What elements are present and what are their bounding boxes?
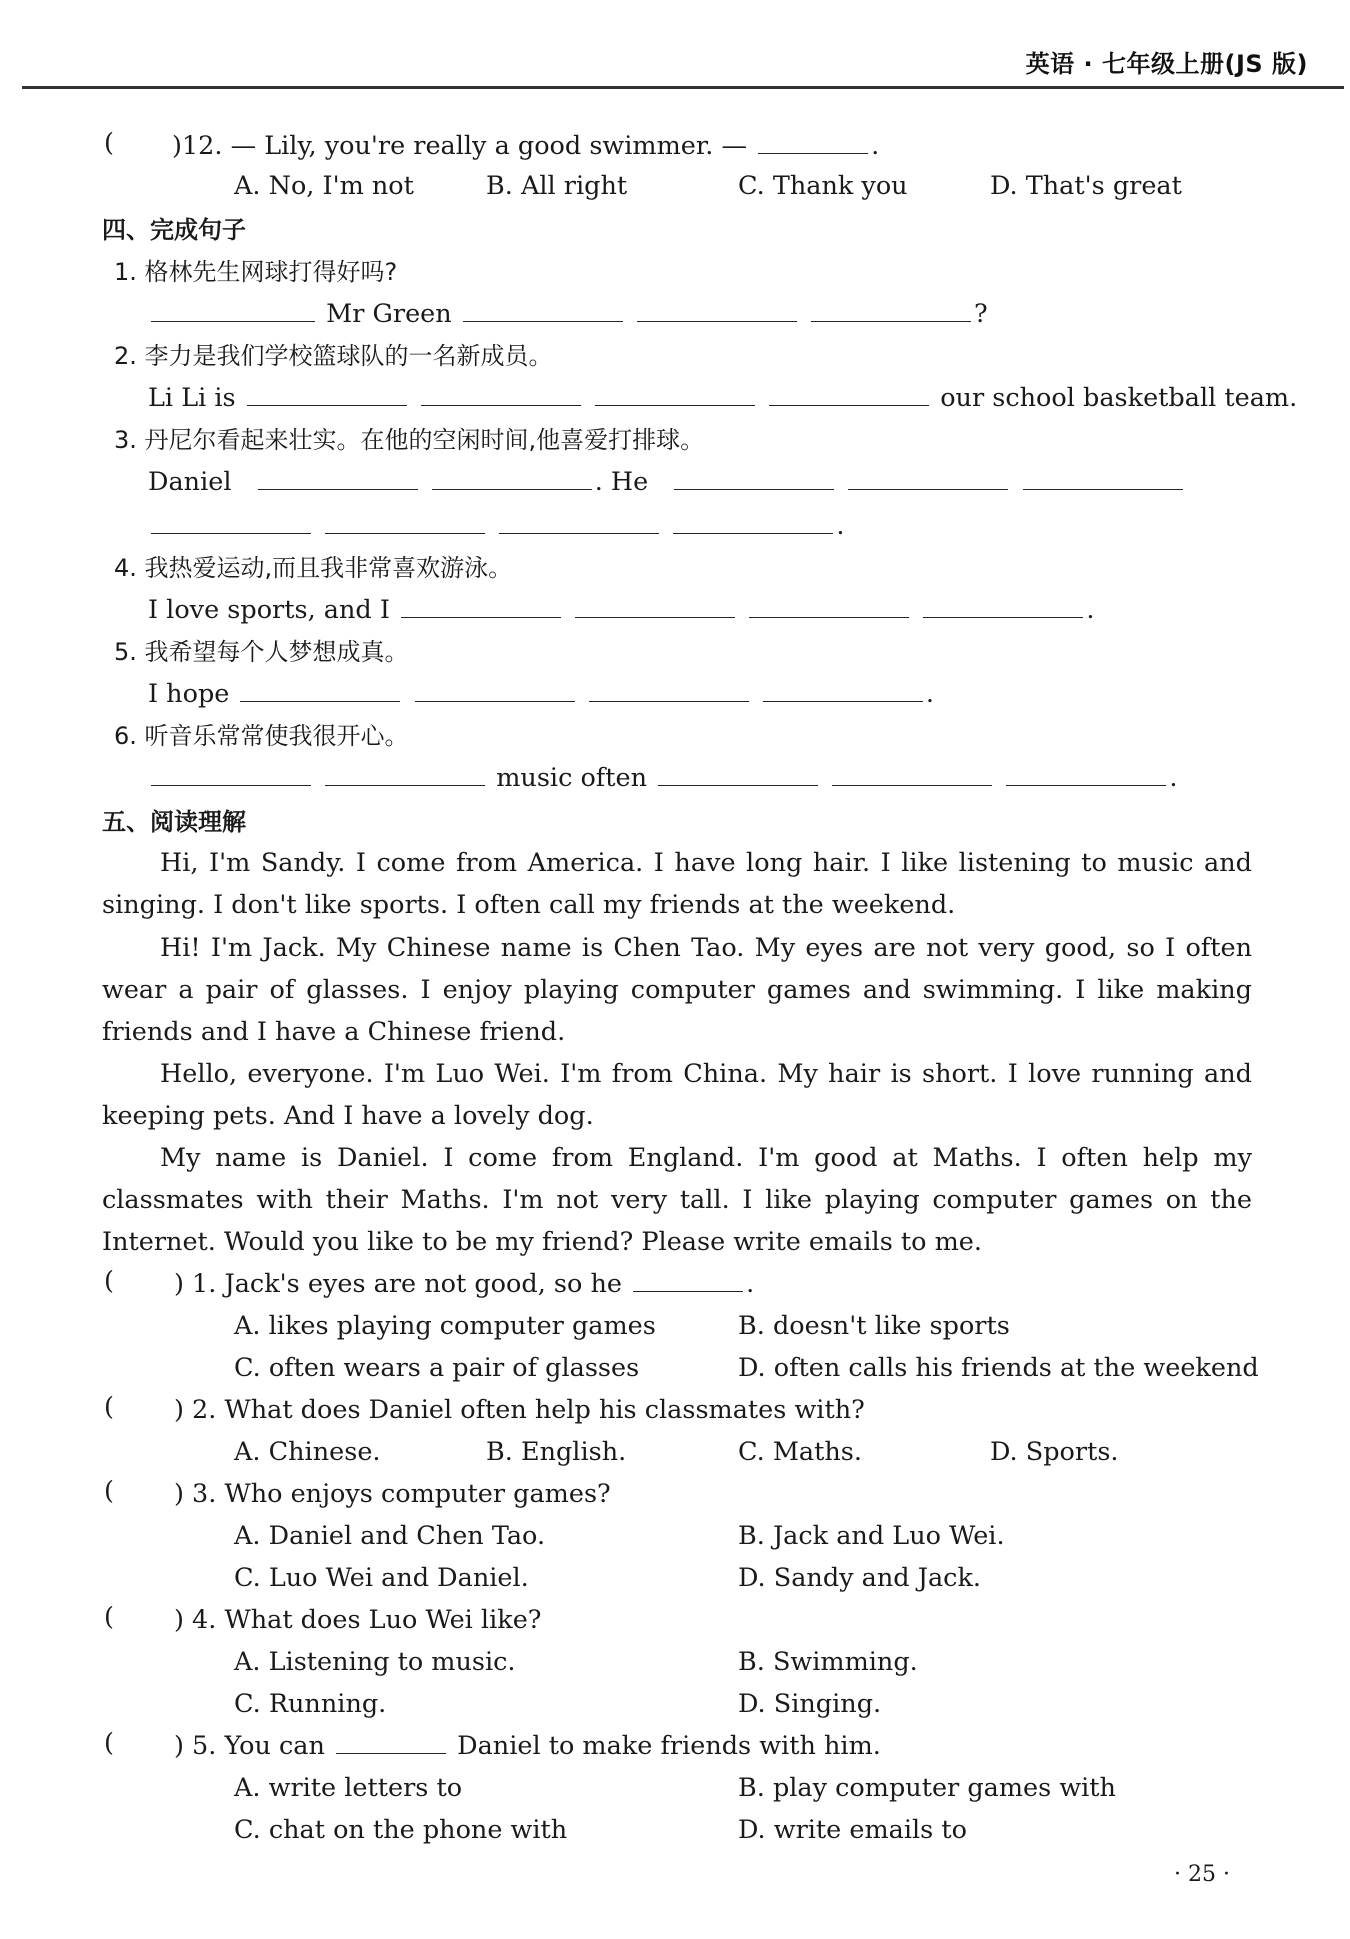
punctuation: . [871, 131, 880, 161]
answer-blank[interactable] [595, 381, 755, 406]
answer-blank[interactable] [432, 465, 592, 490]
option: D. That's great [990, 171, 1182, 201]
answer-blank[interactable] [758, 129, 868, 154]
option: B. All right [486, 171, 628, 201]
sentence-answer-line [148, 592, 1094, 628]
option: A. Chinese. [234, 1437, 381, 1467]
punctuation: . [925, 679, 934, 709]
answer-blank[interactable] [575, 593, 735, 618]
answer-blank[interactable] [1023, 465, 1183, 490]
sentence-answer-line [148, 380, 1297, 416]
answer-blank[interactable] [463, 297, 623, 322]
answer-blank[interactable] [848, 465, 1008, 490]
option: A. Daniel and Chen Tao. [234, 1521, 546, 1551]
option: C. Thank you [738, 171, 908, 201]
option: B. doesn't like sports [738, 1311, 1010, 1341]
answer-blank[interactable] [240, 677, 400, 702]
answer-blank[interactable] [811, 297, 971, 322]
option: B. Jack and Luo Wei. [738, 1521, 1005, 1551]
option: B. English. [486, 1437, 627, 1467]
sentence-answer-line [148, 760, 1177, 796]
reading-paragraph: Hi! I'm Jack. My Chinese name is Chen Tao. My eyes are not very good, so I often wear a pair of glasses. I enjoy playing computer games and swimming. I like making friends and I have a Chinese friend. [102, 933, 1252, 1048]
option: D. Sandy and Jack. [738, 1563, 981, 1593]
option: C. often wears a pair of glasses [234, 1353, 640, 1383]
header-title: 英语 · 七年级上册(JS 版) [1025, 50, 1308, 78]
sentence-text: music often [496, 763, 648, 793]
question-12 [172, 128, 879, 164]
answer-blank[interactable] [151, 509, 311, 534]
answer-blank[interactable] [401, 593, 561, 618]
section-title: 五、阅读理解 [102, 808, 246, 836]
answer-blank[interactable] [923, 593, 1083, 618]
answer-blank[interactable] [673, 509, 833, 534]
answer-blank[interactable] [151, 297, 315, 322]
answer-bracket: ( [104, 1728, 114, 1758]
sentence-answer-line [148, 296, 988, 332]
answer-blank[interactable] [763, 677, 923, 702]
answer-blank[interactable] [415, 677, 575, 702]
punctuation: . [836, 511, 845, 541]
page-number: · 25 · [1174, 1862, 1230, 1887]
sentence-text: Li Li is [148, 383, 236, 413]
sentence-prompt: 3. 丹尼尔看起来壮实。在他的空闲时间,他喜爱打排球。 [114, 426, 705, 454]
sentence-prompt: 1. 格林先生网球打得好吗? [114, 258, 398, 286]
option: A. Listening to music. [234, 1647, 516, 1677]
option: B. play computer games with [738, 1773, 1116, 1803]
sentence-prompt: 5. 我希望每个人梦想成真。 [114, 638, 409, 666]
question-stem: Daniel to make friends with him. [457, 1731, 881, 1761]
option: A. write letters to [234, 1773, 463, 1803]
sentence-answer-line [148, 464, 1186, 500]
answer-bracket: ( [104, 1476, 114, 1506]
option: A. No, I'm not [234, 171, 414, 201]
reading-paragraph: Hi, I'm Sandy. I come from America. I have long hair. I like listening to music and singing. I don't like sports. I often call my friends at the weekend. [102, 848, 1252, 921]
question-stem: ) 4. What does Luo Wei like? [174, 1605, 542, 1635]
sentence-prompt: 2. 李力是我们学校篮球队的一名新成员。 [114, 342, 553, 370]
answer-blank[interactable] [421, 381, 581, 406]
option: D. Sports. [990, 1437, 1119, 1467]
option: C. Running. [234, 1689, 387, 1719]
question-stem: ) 5. You can [174, 1731, 325, 1761]
answer-bracket: ( [104, 1266, 114, 1296]
option: C. Maths. [738, 1437, 862, 1467]
reading-question [174, 1728, 881, 1764]
answer-blank[interactable] [637, 297, 797, 322]
sentence-text: Daniel [148, 467, 232, 497]
answer-bracket: ( [104, 1392, 114, 1422]
answer-blank[interactable] [749, 593, 909, 618]
punctuation: ? [974, 299, 988, 329]
reading-question [174, 1266, 754, 1302]
question-stem: ) 1. Jack's eyes are not good, so he [174, 1269, 622, 1299]
answer-blank[interactable] [674, 465, 834, 490]
option: D. often calls his friends at the weekend [738, 1353, 1259, 1383]
option: C. Luo Wei and Daniel. [234, 1563, 529, 1593]
reading-paragraph: Hello, everyone. I'm Luo Wei. I'm from China. My hair is short. I love running and keeping pets. And I have a lovely dog. [102, 1059, 1252, 1132]
answer-blank[interactable] [325, 761, 485, 786]
sentence-prompt: 4. 我热爱运动,而且我非常喜欢游泳。 [114, 554, 513, 582]
answer-bracket: ( [104, 1602, 114, 1632]
punctuation: . [1169, 763, 1178, 793]
section-title: 四、完成句子 [102, 216, 246, 244]
punctuation: . [1086, 595, 1095, 625]
answer-blank[interactable] [832, 761, 992, 786]
sentence-answer-line [148, 676, 934, 712]
sentence-answer-line [148, 508, 844, 544]
answer-blank[interactable] [247, 381, 407, 406]
question-stem: )12. — Lily, you're really a good swimmer. — [172, 131, 747, 161]
answer-blank[interactable] [499, 509, 659, 534]
answer-blank[interactable] [258, 465, 418, 490]
sentence-text: Mr Green [326, 299, 452, 329]
answer-blank[interactable] [151, 761, 311, 786]
answer-blank[interactable] [325, 509, 485, 534]
option: D. Singing. [738, 1689, 882, 1719]
answer-blank[interactable] [633, 1267, 743, 1292]
sentence-text: I hope [148, 679, 230, 709]
answer-blank[interactable] [1006, 761, 1166, 786]
answer-blank[interactable] [589, 677, 749, 702]
option: A. likes playing computer games [234, 1311, 656, 1341]
question-stem: ) 2. What does Daniel often help his classmates with? [174, 1395, 865, 1425]
question-stem: ) 3. Who enjoys computer games? [174, 1479, 611, 1509]
answer-blank[interactable] [769, 381, 929, 406]
sentence-prompt: 6. 听音乐常常使我很开心。 [114, 722, 409, 750]
answer-bracket: ( [104, 128, 114, 158]
reading-paragraph: My name is Daniel. I come from England. I'm good at Maths. I often help my classmates with their Maths. I'm not very tall. I like playing computer games on the Internet. Would you like to be my friend? Please write emails to me. [102, 1143, 1252, 1258]
header-rule [22, 86, 1344, 89]
option: D. write emails to [738, 1815, 967, 1845]
sentence-text: I love sports, and I [148, 595, 390, 625]
option: B. Swimming. [738, 1647, 918, 1677]
sentence-text: our school basketball team. [940, 383, 1298, 413]
punctuation: . [746, 1269, 755, 1299]
option: C. chat on the phone with [234, 1815, 568, 1845]
sentence-text: . He [594, 467, 649, 497]
answer-blank[interactable] [658, 761, 818, 786]
answer-blank[interactable] [336, 1729, 446, 1754]
